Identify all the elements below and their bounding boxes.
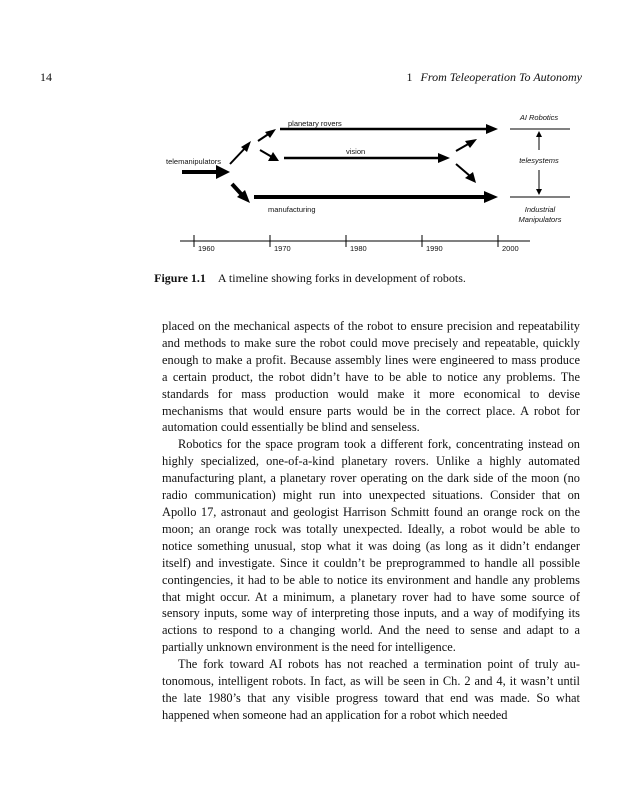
paragraph-1: placed on the mechanical aspects of the robot to ensure precision and repeatability and methods to make sure the robot could move precisely and repeatable, quickly enough to make a profit. Because assembly lines were engineered to mass produce a certain product, the robot didn’t have to be able to notice any problems. The standards for mass production would make it more economical to devise mechanisms that would ensure parts would be in the correct place. A robot for automation could essentially be blind and senseless. [162,319,580,435]
telesystems-down-head [536,189,542,195]
timeline-figure [0,0,620,270]
rovers-fork-arrowhead [265,129,276,138]
chapter-title: From Teleoperation To Autonomy [420,70,582,84]
label-vision: vision [346,147,366,156]
timeline-tick-label: 2000 [502,244,519,253]
vision-down-arrow [456,164,470,176]
label-manufacturing: manufacturing [268,205,316,214]
manufacturing-arrowhead [484,191,498,203]
label-telemanipulators: telemanipulators [166,157,222,166]
label-industrial: Industrial [524,205,556,214]
body-text [162,318,580,724]
timeline-tick-label: 1990 [426,244,443,253]
vision-arrowhead [438,153,450,163]
paragraph-3: The fork toward AI robots has not reached a termination point of truly autonomous, intelligent robots. In fact, as will be seen in Ch. 2 and 4, it wasn’t until the late 1980’s that any visible progress toward that end was made. So what happened when someone had an application for a robot which needed [162,657,580,722]
figure-caption-label: Figure 1.1 [154,271,206,285]
telesystems-up-head [536,131,542,137]
planetary-rovers-arrowhead [486,124,498,134]
page-number: 14 [40,70,52,84]
label-planetary-rovers: planetary rovers [288,119,342,128]
telemanipulators-arrowhead [216,165,230,179]
timeline-tick-label: 1980 [350,244,367,253]
figure-caption-text: A timeline showing forks in development of robots. [217,271,466,285]
chapter-number: 1 [406,70,413,84]
vision-fork-arrow [260,150,272,157]
label-ai-robotics: AI Robotics [519,113,559,122]
timeline-tick-label: 1970 [274,244,291,253]
timeline-tick-label: 1960 [198,244,215,253]
label-manipulators: Manipulators [518,215,562,224]
label-telesystems: telesystems [519,156,559,165]
figure-caption [0,271,620,286]
paragraph-2: Robotics for the space program took a different fork, concentrating instead on highly specialized, one-of-a-kind planetary rovers. Unlike a highly automated manufacturing plant, a planetary rover operating on the dark side of the moon (no radio communication) might run into unexpected situations. Consider that on Apollo 17, astronaut and geologist Harrison Schmitt found an orange rock on the moon; an orange rock was totally unexpected. Ideally, a robot would be able to notice something unusual, stop what it was doing (as long as it didn’t endanger itself) and investigate. Since it couldn’t be preprogrammed to handle all possible contingencies, it had to be able to notice its environment and handle any problems that might occur. At a minimum, a planetary rover had to have some source of sensory inputs, some way of interpreting those inputs, and a way of modifying its actions to respond to a changing world. And the need to sense and adapt to a partially unknown environment is the need for intelligence. [162,437,580,655]
vision-up-arrowhead [465,139,477,148]
